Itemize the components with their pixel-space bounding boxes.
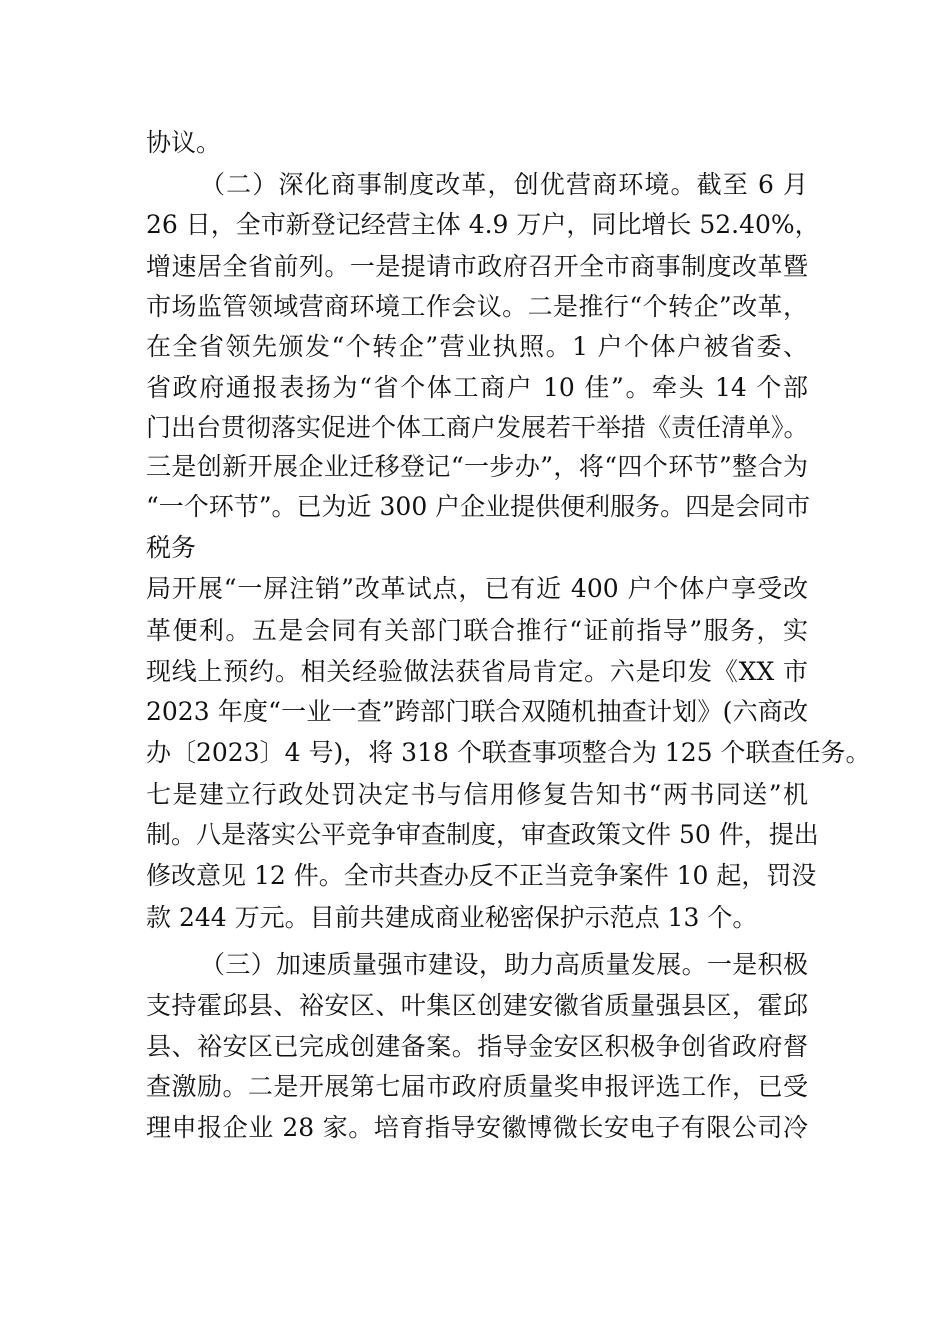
text-line: 款 244 万元。目前共建成商业秘密保护示范点 13 个。 bbox=[146, 903, 758, 932]
text-line: 七是建立行政处罚决定书与信用修复告知书“两书同送”机 bbox=[146, 780, 808, 809]
text-line: 县、裕安区已完成创建备案。指导金安区积极争创省政府督 bbox=[146, 1032, 808, 1061]
text-line: 办〔2023〕4 号)，将 318 个联查事项整合为 125 个联查任务。 bbox=[146, 738, 871, 767]
text-line: 在全省领先颁发“个转企”营业执照。1 户个体户被省委、 bbox=[146, 332, 808, 361]
text-line: 现线上预约。相关经验做法获省局肯定。六是印发《XX 市 bbox=[146, 657, 808, 686]
text-line: 革便利。五是会同有关部门联合推行“证前指导”服务，实 bbox=[146, 616, 808, 645]
text-line: 税务 bbox=[146, 533, 197, 562]
text-line: 三是创新开展企业迁移登记“一步办”，将“四个环节”整合为 bbox=[146, 452, 808, 481]
text-line: 支持霍邱县、裕安区、叶集区创建安徽省质量强县区，霍邱 bbox=[146, 991, 808, 1020]
paragraph-heading: （二）深化商事制度改革，创优营商环境。截至 6 月 bbox=[200, 170, 808, 199]
text-line: 查激励。二是开展第七届市政府质量奖申报评选工作，已受 bbox=[146, 1072, 808, 1101]
text-line: 2023 年度“一业一查”跨部门联合双随机抽查计划》(六商改 bbox=[146, 697, 808, 726]
text-line: 协议。 bbox=[146, 128, 222, 157]
text-line: 省政府通报表扬为“省个体工商户 10 佳”。牵头 14 个部 bbox=[146, 373, 808, 402]
text-line: “一个环节”。已为近 300 户企业提供便利服务。四是会同市 bbox=[146, 492, 811, 521]
text-line: 门出台贯彻落实促进个体工商户发展若干举措《责任清单》。 bbox=[146, 413, 809, 442]
text-line: 理申报企业 28 家。培育指导安徽博微长安电子有限公司冷 bbox=[146, 1113, 808, 1142]
paragraph-heading: （三）加速质量强市建设，助力高质量发展。一是积极 bbox=[200, 950, 808, 979]
text-line: 26 日，全市新登记经营主体 4.9 万户，同比增长 52.40%， bbox=[146, 210, 820, 239]
text-line: 增速居全省前列。一是提请市政府召开全市商事制度改革暨 bbox=[146, 252, 808, 281]
text-line: 修改意见 12 件。全市共查办反不正当竞争案件 10 起，罚没 bbox=[146, 861, 817, 890]
text-line: 局开展“一屏注销”改革试点，已有近 400 户个体户享受改 bbox=[146, 574, 808, 603]
text-line: 制。八是落实公平竞争审查制度，审查政策文件 50 件，提出 bbox=[146, 820, 819, 849]
text-line: 市场监管领域营商环境工作会议。二是推行“个转企”改革， bbox=[146, 292, 808, 321]
